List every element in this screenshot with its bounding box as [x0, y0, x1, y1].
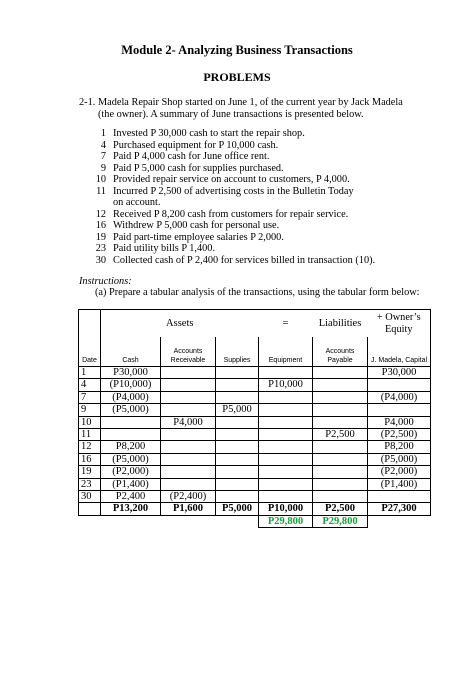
transaction-text: Incurred P 2,500 of advertising costs in the Bulletin Today on account. — [113, 185, 354, 208]
col-date: Date — [79, 337, 101, 367]
cell-cash: P30,000 — [101, 367, 161, 379]
transaction-text: Purchased equipment for P 10,000 cash. — [113, 139, 279, 151]
cell-date: 9 — [79, 404, 101, 416]
cell-equipment — [259, 441, 313, 453]
col-accounts-payable: Accounts Payable — [313, 337, 368, 367]
cell-supplies — [216, 429, 259, 441]
total-supplies: P5,000 — [216, 503, 259, 515]
cell-supplies — [216, 367, 259, 379]
blank-cell — [101, 515, 161, 527]
table-row — [79, 429, 431, 441]
date-header-blank — [79, 310, 101, 338]
col-equipment: Equipment — [259, 337, 313, 367]
blank-cell — [216, 515, 259, 527]
cell-date: 16 — [79, 453, 101, 465]
cell-equipment — [259, 478, 313, 490]
blank-cell — [368, 515, 431, 527]
transaction-text: Provided repair service on account to customers, P 4,000. — [113, 174, 350, 185]
table-row — [79, 367, 431, 379]
cell-supplies — [216, 391, 259, 403]
blank-cell — [79, 515, 101, 527]
cell-ar: (P2,400) — [161, 491, 216, 503]
cell-supplies — [216, 491, 259, 503]
transaction-day: 23 — [95, 243, 106, 254]
cell-cash: P2,400 — [101, 491, 161, 503]
transaction-day: 12 — [95, 208, 106, 220]
total-ar: P1,600 — [161, 503, 216, 515]
transaction-day: 4 — [100, 139, 106, 151]
transaction-day: 1 — [100, 128, 106, 139]
table-row — [79, 453, 431, 465]
cell-capital — [368, 379, 431, 391]
cell-date: 4 — [79, 379, 101, 391]
total-capital: P27,300 — [368, 503, 431, 515]
cell-equipment — [259, 416, 313, 428]
assets-header: Assets — [101, 310, 259, 338]
cell-cash — [101, 416, 161, 428]
cell-supplies: P5,000 — [216, 404, 259, 416]
totals-row — [79, 503, 431, 515]
cell-cash: P8,200 — [101, 441, 161, 453]
grand-totals-row — [79, 515, 431, 527]
cell-ap — [313, 391, 368, 403]
cell-supplies — [216, 478, 259, 490]
cell-cash: (P10,000) — [101, 379, 161, 391]
cell-equipment — [259, 453, 313, 465]
cell-supplies — [216, 453, 259, 465]
cell-ap — [313, 453, 368, 465]
cell-capital: (P1,400) — [368, 478, 431, 490]
table-row — [79, 466, 431, 478]
transaction-day: 30 — [95, 254, 106, 266]
problem-text-line1: Madela Repair Shop started on June 1, of the current year by Jack Madela — [98, 97, 403, 108]
transaction-text: Paid utility bills P 1,400. — [113, 243, 216, 254]
cell-equipment — [259, 391, 313, 403]
transaction-text: Paid P 5,000 cash for supplies purchased. — [113, 162, 284, 174]
table-row — [79, 379, 431, 391]
cell-ap — [313, 379, 368, 391]
transaction-text: Paid P 4,000 cash for June office rent. — [113, 151, 270, 162]
transaction-text: Received P 8,200 cash from customers for repair service. — [113, 208, 349, 220]
cell-ap — [313, 466, 368, 478]
cell-ar — [161, 478, 216, 490]
cell-capital: P30,000 — [368, 367, 431, 379]
cell-ap — [313, 404, 368, 416]
cell-date: 11 — [79, 429, 101, 441]
cell-capital: (P4,000) — [368, 391, 431, 403]
transaction-day: 7 — [100, 151, 106, 162]
owners-equity-header: + Owner’s Equity — [368, 310, 431, 338]
col-capital: J. Madela, Capital — [368, 337, 431, 367]
table-row — [79, 491, 431, 503]
cell-date: 12 — [79, 441, 101, 453]
cell-cash: (P5,000) — [101, 453, 161, 465]
total-liabilities-equity: P29,800 — [313, 515, 368, 527]
cell-date: 23 — [79, 478, 101, 490]
cell-date: 7 — [79, 391, 101, 403]
transaction-day: 16 — [95, 220, 106, 231]
cell-ap — [313, 478, 368, 490]
table-row — [79, 391, 431, 403]
total-ap: P2,500 — [313, 503, 368, 515]
transaction-text: Invested P 30,000 cash to start the repair shop. — [113, 128, 305, 139]
table-row — [79, 441, 431, 453]
problem-text-line2: (the owner). A summary of June transactions is presented below. — [98, 109, 364, 120]
cell-ar — [161, 367, 216, 379]
cell-capital: P4,000 — [368, 416, 431, 428]
table-row — [79, 416, 431, 428]
cell-equipment: P10,000 — [259, 379, 313, 391]
cell-cash: (P2,000) — [101, 466, 161, 478]
cell-date: 1 — [79, 367, 101, 379]
cell-capital: (P2,000) — [368, 466, 431, 478]
instructions-heading: Instructions: — [79, 276, 132, 287]
total-assets: P29,800 — [259, 515, 313, 527]
cell-ar — [161, 391, 216, 403]
cell-supplies — [216, 416, 259, 428]
cell-ap — [313, 441, 368, 453]
cell-equipment — [259, 429, 313, 441]
problem-number: 2-1. — [79, 97, 96, 108]
liabilities-header: Liabilities — [313, 310, 368, 338]
cell-ar — [161, 429, 216, 441]
cell-date: 30 — [79, 491, 101, 503]
cell-ar — [161, 466, 216, 478]
total-equipment: P10,000 — [259, 503, 313, 515]
col-supplies: Supplies — [216, 337, 259, 367]
cell-supplies — [216, 379, 259, 391]
cell-date: 19 — [79, 466, 101, 478]
transaction-day: 11 — [96, 185, 106, 197]
cell-ar — [161, 441, 216, 453]
equals-sign: = — [259, 310, 313, 338]
cell-ap — [313, 367, 368, 379]
tabular-analysis-table — [78, 309, 431, 528]
col-accounts-receivable: Accounts Receivable — [161, 337, 216, 367]
cell-cash: (P4,000) — [101, 391, 161, 403]
transaction-text: Collected cash of P 2,400 for services billed in transaction (10). — [113, 254, 376, 266]
cell-capital: (P5,000) — [368, 453, 431, 465]
blank-cell — [161, 515, 216, 527]
transaction-day: 19 — [95, 231, 106, 243]
cell-ar — [161, 453, 216, 465]
cell-capital — [368, 491, 431, 503]
transaction-text: Paid part-time employee salaries P 2,000. — [113, 231, 284, 243]
cell-supplies — [216, 441, 259, 453]
cell-cash — [101, 429, 161, 441]
cell-capital: P8,200 — [368, 441, 431, 453]
cell-capital — [368, 404, 431, 416]
section-title: PROBLEMS — [203, 70, 271, 84]
cell-cash: (P1,400) — [101, 478, 161, 490]
cell-ap — [313, 416, 368, 428]
cell-equipment — [259, 367, 313, 379]
cell-ar — [161, 379, 216, 391]
cell-equipment — [259, 404, 313, 416]
table-row — [79, 404, 431, 416]
cell-ar: P4,000 — [161, 416, 216, 428]
page-title: Module 2- Analyzing Business Transactions — [121, 43, 353, 57]
transaction-text: Withdrew P 5,000 cash for personal use. — [113, 220, 280, 231]
total-cash: P13,200 — [101, 503, 161, 515]
cell-cash: (P5,000) — [101, 404, 161, 416]
transaction-day: 10 — [95, 174, 106, 185]
cell-equipment — [259, 466, 313, 478]
cell-ap: P2,500 — [313, 429, 368, 441]
cell-capital: (P2,500) — [368, 429, 431, 441]
col-cash: Cash — [101, 337, 161, 367]
cell-date: 10 — [79, 416, 101, 428]
cell-equipment — [259, 491, 313, 503]
table-row — [79, 478, 431, 490]
cell-ap — [313, 491, 368, 503]
total-date — [79, 503, 101, 515]
instruction-a: (a) Prepare a tabular analysis of the transactions, using the tabular form below: — [95, 287, 420, 298]
cell-ar — [161, 404, 216, 416]
cell-supplies — [216, 466, 259, 478]
transaction-day: 9 — [100, 162, 106, 174]
